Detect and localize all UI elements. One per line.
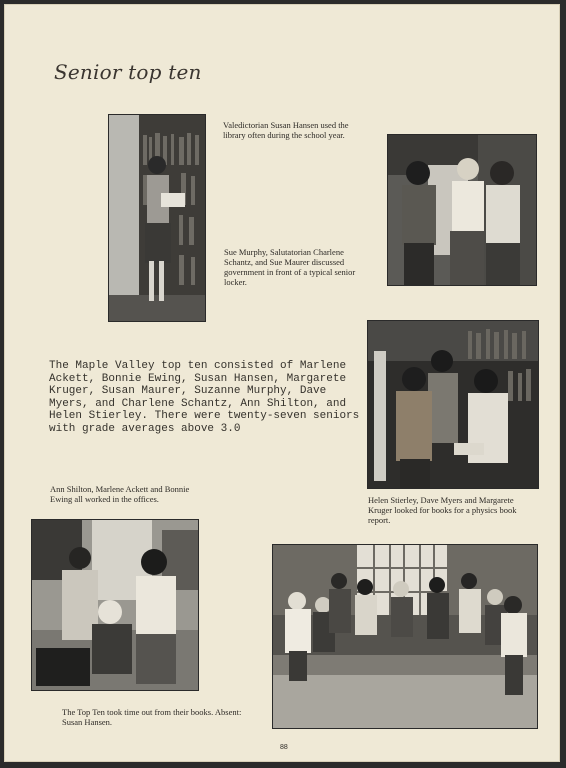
caption-locker: Sue Murphy, Salutatorian Charlene Schantz, and Sue Maurer discussed government in front of a typical senior locker. xyxy=(224,247,356,287)
caption-offices: Ann Shilton, Marlene Ackett and Bonnie Ewing all worked in the offices. xyxy=(50,484,190,504)
page-title: Senior top ten xyxy=(54,60,202,84)
caption-group: The Top Ten took time out from their books. Absent: Susan Hansen. xyxy=(62,707,242,727)
body-paragraph: The Maple Valley top ten consisted of Marlene Ackett, Bonnie Ewing, Susan Hansen, Margarete Kruger, Susan Maurer, Suzanne Murphy, Dave Myers, and Charlene Schantz, Ann Shilton, and Helen Stierley. There were twenty-seven seniors with grade averages above 3.0 xyxy=(49,360,360,435)
page-number: 88 xyxy=(280,744,288,751)
photo-office-workers xyxy=(31,519,199,691)
photo-group-outside xyxy=(272,544,538,729)
photo-library-reading xyxy=(108,114,206,322)
caption-library: Valedictorian Susan Hansen used the library often during the school year. xyxy=(223,120,349,140)
caption-books: Helen Stierley, Dave Myers and Margarete Kruger looked for books for a physics book report. xyxy=(368,495,517,525)
yearbook-page xyxy=(4,4,560,762)
photo-physics-books xyxy=(367,320,539,489)
photo-locker-discussion xyxy=(387,134,537,286)
